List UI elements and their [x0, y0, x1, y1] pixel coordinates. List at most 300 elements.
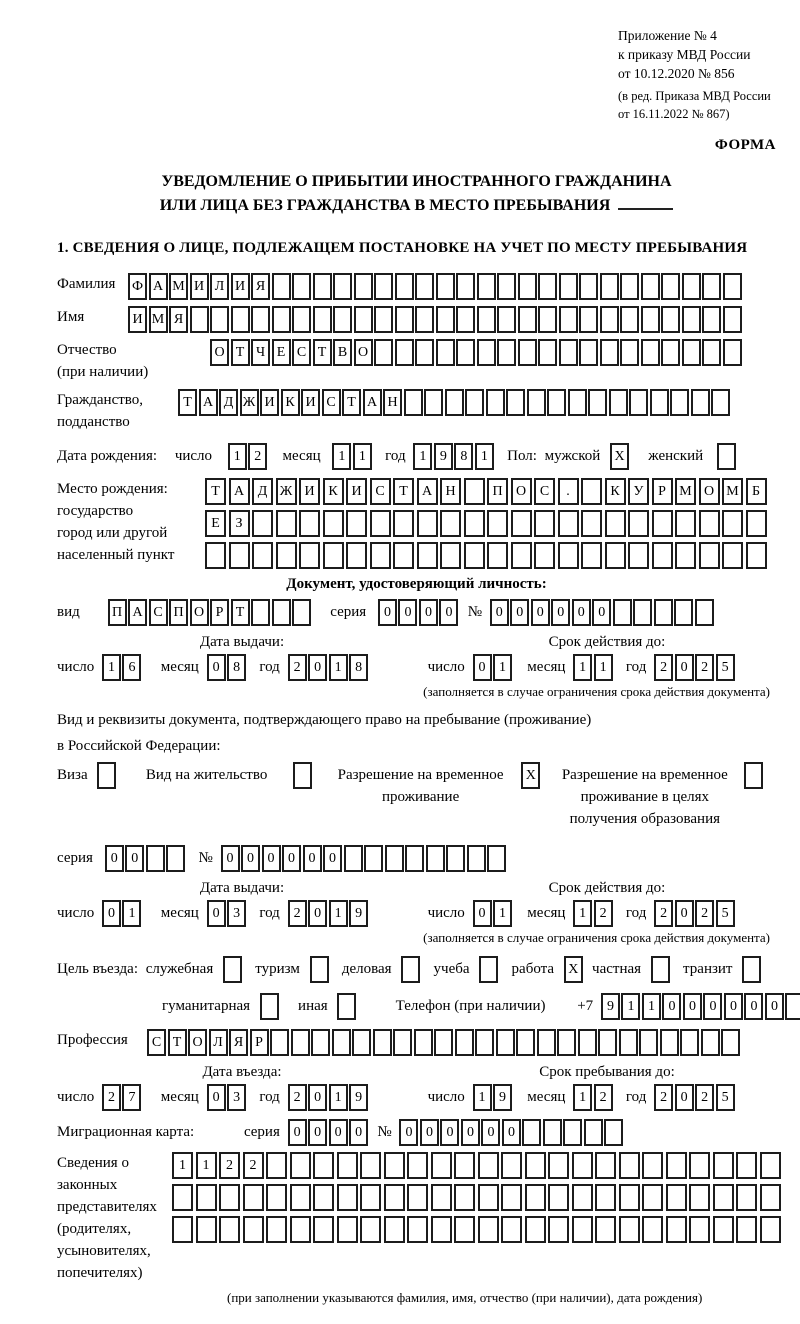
form-cell[interactable] — [609, 389, 628, 416]
form-cell[interactable] — [674, 599, 693, 626]
form-cell[interactable] — [196, 1184, 217, 1211]
purpose-tourism-checkbox[interactable] — [310, 956, 331, 983]
form-cell[interactable]: 0 — [662, 993, 681, 1020]
form-cell[interactable] — [723, 273, 742, 300]
form-cell[interactable]: 0 — [282, 845, 301, 872]
form-cell[interactable] — [272, 273, 291, 300]
form-cell[interactable] — [642, 1184, 663, 1211]
form-cell[interactable]: Д — [219, 389, 238, 416]
form-cell[interactable] — [722, 510, 743, 537]
form-cell[interactable] — [477, 306, 496, 333]
form-cell[interactable] — [231, 306, 250, 333]
form-cell[interactable]: 0 — [105, 845, 124, 872]
form-cell[interactable] — [605, 510, 626, 537]
female-checkbox[interactable] — [717, 443, 738, 470]
form-cell[interactable]: 2 — [695, 1084, 714, 1111]
form-cell[interactable]: Т — [393, 478, 414, 505]
form-cell[interactable] — [620, 273, 639, 300]
surname-cells[interactable] — [128, 273, 743, 300]
form-cell[interactable] — [525, 1216, 546, 1243]
form-cell[interactable] — [205, 542, 226, 569]
form-cell[interactable] — [760, 1216, 781, 1243]
form-cell[interactable]: 1 — [573, 900, 592, 927]
form-cell[interactable] — [384, 1216, 405, 1243]
form-cell[interactable]: 5 — [716, 900, 735, 927]
form-cell[interactable] — [374, 273, 393, 300]
form-cell[interactable] — [699, 510, 720, 537]
form-cell[interactable] — [415, 306, 434, 333]
form-cell[interactable]: 0 — [490, 599, 509, 626]
form-cell[interactable] — [464, 478, 485, 505]
form-cell[interactable]: 5 — [716, 1084, 735, 1111]
form-cell[interactable] — [229, 542, 250, 569]
form-cell[interactable]: 0 — [683, 993, 702, 1020]
form-cell[interactable]: Б — [746, 478, 767, 505]
form-cell[interactable] — [629, 389, 648, 416]
purpose-business-checkbox[interactable] — [401, 956, 422, 983]
form-cell[interactable]: О — [190, 599, 209, 626]
form-cell[interactable] — [619, 1029, 638, 1056]
form-cell[interactable]: 2 — [695, 900, 714, 927]
form-cell[interactable] — [604, 1119, 623, 1146]
form-cell[interactable]: А — [128, 599, 147, 626]
form-cell[interactable]: С — [534, 478, 555, 505]
form-cell[interactable] — [595, 1216, 616, 1243]
form-cell[interactable] — [723, 339, 742, 366]
form-cell[interactable]: 0 — [399, 1119, 418, 1146]
form-cell[interactable] — [723, 306, 742, 333]
birth-year-cells[interactable] — [413, 443, 495, 470]
form-cell[interactable] — [290, 1184, 311, 1211]
form-cell[interactable] — [436, 306, 455, 333]
form-cell[interactable]: 2 — [288, 1084, 307, 1111]
form-cell[interactable]: 8 — [454, 443, 473, 470]
form-cell[interactable] — [276, 542, 297, 569]
form-cell[interactable] — [370, 510, 391, 537]
form-cell[interactable] — [600, 306, 619, 333]
form-cell[interactable]: Р — [652, 478, 673, 505]
form-cell[interactable] — [337, 993, 356, 1020]
form-cell[interactable] — [252, 542, 273, 569]
form-cell[interactable]: О — [354, 339, 373, 366]
form-cell[interactable]: С — [147, 1029, 166, 1056]
form-cell[interactable]: 0 — [288, 1119, 307, 1146]
form-cell[interactable] — [146, 845, 165, 872]
doc-issue-month-cells[interactable] — [207, 654, 248, 681]
entry-day-cells[interactable] — [102, 1084, 143, 1111]
form-cell[interactable] — [652, 510, 673, 537]
doc-number-cells[interactable] — [490, 599, 716, 626]
form-cell[interactable]: 2 — [695, 654, 714, 681]
purpose-transit-checkbox[interactable] — [742, 956, 763, 983]
form-cell[interactable] — [717, 443, 736, 470]
form-cell[interactable] — [333, 306, 352, 333]
form-cell[interactable]: 1 — [196, 1152, 217, 1179]
form-cell[interactable]: 0 — [419, 599, 438, 626]
form-cell[interactable]: 1 — [102, 654, 121, 681]
form-cell[interactable] — [196, 1216, 217, 1243]
form-cell[interactable]: 9 — [434, 443, 453, 470]
form-cell[interactable] — [313, 1216, 334, 1243]
form-cell[interactable]: Т — [168, 1029, 187, 1056]
form-cell[interactable] — [346, 542, 367, 569]
form-cell[interactable] — [172, 1216, 193, 1243]
form-cell[interactable] — [219, 1184, 240, 1211]
form-cell[interactable] — [497, 339, 516, 366]
form-cell[interactable]: П — [108, 599, 127, 626]
form-cell[interactable]: М — [169, 273, 188, 300]
form-cell[interactable] — [522, 1119, 541, 1146]
form-cell[interactable] — [689, 1152, 710, 1179]
form-cell[interactable]: Е — [272, 339, 291, 366]
form-cell[interactable]: А — [417, 478, 438, 505]
residence-permit-checkbox[interactable] — [293, 762, 314, 789]
form-cell[interactable] — [310, 956, 329, 983]
form-cell[interactable]: 0 — [473, 654, 492, 681]
form-cell[interactable] — [713, 1216, 734, 1243]
form-cell[interactable]: 1 — [573, 654, 592, 681]
form-cell[interactable] — [543, 1119, 562, 1146]
form-cell[interactable] — [579, 273, 598, 300]
form-cell[interactable] — [456, 339, 475, 366]
form-cell[interactable]: 2 — [594, 900, 613, 927]
form-cell[interactable] — [393, 1029, 412, 1056]
permit-issue-day-cells[interactable] — [102, 900, 143, 927]
form-cell[interactable] — [456, 306, 475, 333]
form-cell[interactable]: А — [199, 389, 218, 416]
form-cell[interactable] — [559, 273, 578, 300]
form-cell[interactable] — [384, 1152, 405, 1179]
form-cell[interactable] — [385, 845, 404, 872]
form-cell[interactable] — [619, 1152, 640, 1179]
form-cell[interactable]: X — [521, 762, 540, 789]
form-cell[interactable]: И — [299, 478, 320, 505]
form-cell[interactable] — [407, 1184, 428, 1211]
form-cell[interactable] — [538, 306, 557, 333]
form-cell[interactable]: . — [558, 478, 579, 505]
form-cell[interactable] — [641, 306, 660, 333]
form-cell[interactable]: 1 — [493, 900, 512, 927]
form-cell[interactable]: Т — [231, 599, 250, 626]
form-cell[interactable]: 7 — [122, 1084, 141, 1111]
form-cell[interactable] — [190, 306, 209, 333]
form-cell[interactable] — [260, 993, 279, 1020]
form-cell[interactable]: О — [188, 1029, 207, 1056]
form-cell[interactable] — [424, 389, 443, 416]
form-cell[interactable] — [537, 1029, 556, 1056]
form-cell[interactable] — [313, 273, 332, 300]
form-cell[interactable]: 9 — [349, 1084, 368, 1111]
form-cell[interactable]: 2 — [248, 443, 267, 470]
form-cell[interactable]: К — [323, 478, 344, 505]
form-cell[interactable]: 2 — [654, 1084, 673, 1111]
form-cell[interactable] — [364, 845, 383, 872]
form-cell[interactable] — [661, 339, 680, 366]
form-cell[interactable]: М — [149, 306, 168, 333]
form-cell[interactable] — [744, 762, 763, 789]
form-cell[interactable]: X — [610, 443, 629, 470]
form-cell[interactable]: 0 — [473, 900, 492, 927]
form-cell[interactable] — [299, 510, 320, 537]
form-cell[interactable] — [506, 389, 525, 416]
form-cell[interactable] — [660, 1029, 679, 1056]
form-cell[interactable] — [290, 1216, 311, 1243]
form-cell[interactable] — [487, 510, 508, 537]
form-cell[interactable] — [486, 389, 505, 416]
form-cell[interactable] — [518, 339, 537, 366]
form-cell[interactable]: И — [260, 389, 279, 416]
profession-cells[interactable] — [147, 1029, 742, 1056]
form-cell[interactable] — [97, 762, 116, 789]
stay-year-cells[interactable] — [654, 1084, 736, 1111]
form-cell[interactable]: 0 — [439, 599, 458, 626]
form-cell[interactable]: 0 — [241, 845, 260, 872]
form-cell[interactable] — [652, 542, 673, 569]
form-cell[interactable] — [243, 1216, 264, 1243]
form-cell[interactable]: 9 — [349, 900, 368, 927]
form-cell[interactable] — [323, 510, 344, 537]
form-cell[interactable] — [682, 339, 701, 366]
form-cell[interactable] — [292, 306, 311, 333]
form-cell[interactable] — [454, 1152, 475, 1179]
form-cell[interactable]: К — [605, 478, 626, 505]
form-cell[interactable]: Т — [313, 339, 332, 366]
form-cell[interactable]: Ф — [128, 273, 147, 300]
form-cell[interactable] — [661, 306, 680, 333]
form-cell[interactable] — [600, 339, 619, 366]
purpose-private-checkbox[interactable] — [651, 956, 672, 983]
patronymic-cells[interactable] — [210, 339, 743, 366]
form-cell[interactable] — [511, 510, 532, 537]
form-cell[interactable] — [395, 339, 414, 366]
form-cell[interactable] — [434, 1029, 453, 1056]
form-cell[interactable] — [270, 1029, 289, 1056]
form-cell[interactable] — [407, 1216, 428, 1243]
form-cell[interactable] — [291, 1029, 310, 1056]
form-cell[interactable]: 0 — [592, 599, 611, 626]
form-cell[interactable] — [742, 956, 761, 983]
birth-day-cells[interactable] — [228, 443, 269, 470]
form-cell[interactable] — [395, 306, 414, 333]
birthplace-cells-line3[interactable] — [205, 542, 769, 569]
phone-cells[interactable] — [601, 993, 800, 1020]
form-cell[interactable]: И — [301, 389, 320, 416]
form-cell[interactable]: 1 — [594, 654, 613, 681]
form-cell[interactable] — [578, 1029, 597, 1056]
purpose-humanitarian-checkbox[interactable] — [260, 993, 281, 1020]
form-cell[interactable]: И — [190, 273, 209, 300]
form-cell[interactable]: З — [229, 510, 250, 537]
form-cell[interactable]: 1 — [475, 443, 494, 470]
form-cell[interactable] — [666, 1216, 687, 1243]
form-cell[interactable] — [477, 273, 496, 300]
form-cell[interactable]: 2 — [102, 1084, 121, 1111]
form-cell[interactable]: С — [322, 389, 341, 416]
form-cell[interactable] — [352, 1029, 371, 1056]
form-cell[interactable]: Ж — [276, 478, 297, 505]
form-cell[interactable] — [527, 389, 546, 416]
form-cell[interactable]: 0 — [703, 993, 722, 1020]
form-cell[interactable] — [620, 339, 639, 366]
form-cell[interactable] — [395, 273, 414, 300]
form-cell[interactable]: 0 — [262, 845, 281, 872]
form-cell[interactable] — [736, 1216, 757, 1243]
form-cell[interactable]: Я — [229, 1029, 248, 1056]
form-cell[interactable] — [497, 306, 516, 333]
form-cell[interactable]: 1 — [493, 654, 512, 681]
purpose-work-checkbox[interactable] — [564, 956, 585, 983]
form-cell[interactable] — [548, 1152, 569, 1179]
form-cell[interactable]: 0 — [102, 900, 121, 927]
form-cell[interactable]: М — [675, 478, 696, 505]
form-cell[interactable] — [695, 599, 714, 626]
form-cell[interactable] — [404, 389, 423, 416]
form-cell[interactable] — [563, 1119, 582, 1146]
form-cell[interactable]: С — [149, 599, 168, 626]
form-cell[interactable]: 0 — [329, 1119, 348, 1146]
form-cell[interactable] — [642, 1216, 663, 1243]
form-cell[interactable]: 1 — [172, 1152, 193, 1179]
form-cell[interactable] — [313, 1152, 334, 1179]
form-cell[interactable]: 1 — [332, 443, 351, 470]
form-cell[interactable]: 1 — [473, 1084, 492, 1111]
form-cell[interactable] — [166, 845, 185, 872]
form-cell[interactable]: 0 — [308, 1119, 327, 1146]
form-cell[interactable]: 0 — [724, 993, 743, 1020]
form-cell[interactable]: Т — [342, 389, 361, 416]
form-cell[interactable] — [456, 273, 475, 300]
permit-expiry-day-cells[interactable] — [473, 900, 514, 927]
form-cell[interactable]: 0 — [744, 993, 763, 1020]
form-cell[interactable] — [487, 845, 506, 872]
form-cell[interactable] — [475, 1029, 494, 1056]
permit-series-cells[interactable] — [105, 845, 187, 872]
form-cell[interactable]: Е — [205, 510, 226, 537]
form-cell[interactable] — [595, 1152, 616, 1179]
form-cell[interactable] — [579, 339, 598, 366]
form-cell[interactable]: С — [292, 339, 311, 366]
form-cell[interactable] — [639, 1029, 658, 1056]
form-cell[interactable]: 9 — [601, 993, 620, 1020]
form-cell[interactable]: 0 — [765, 993, 784, 1020]
visa-checkbox[interactable] — [97, 762, 118, 789]
entry-year-cells[interactable] — [288, 1084, 370, 1111]
form-cell[interactable]: 2 — [654, 654, 673, 681]
form-cell[interactable]: Я — [169, 306, 188, 333]
form-cell[interactable] — [572, 1152, 593, 1179]
doc-type-cells[interactable] — [108, 599, 313, 626]
purpose-other-checkbox[interactable] — [337, 993, 358, 1020]
form-cell[interactable] — [415, 339, 434, 366]
form-cell[interactable] — [478, 1152, 499, 1179]
form-cell[interactable] — [436, 339, 455, 366]
form-cell[interactable] — [401, 956, 420, 983]
form-cell[interactable] — [548, 1216, 569, 1243]
form-cell[interactable] — [415, 273, 434, 300]
form-cell[interactable] — [598, 1029, 617, 1056]
doc-expiry-day-cells[interactable] — [473, 654, 514, 681]
form-cell[interactable] — [682, 306, 701, 333]
form-cell[interactable]: 0 — [502, 1119, 521, 1146]
form-cell[interactable] — [675, 510, 696, 537]
form-cell[interactable] — [454, 1184, 475, 1211]
form-cell[interactable] — [290, 1152, 311, 1179]
form-cell[interactable]: 0 — [551, 599, 570, 626]
form-cell[interactable] — [487, 542, 508, 569]
citizenship-cells[interactable] — [178, 389, 732, 416]
form-cell[interactable] — [477, 339, 496, 366]
form-cell[interactable] — [525, 1184, 546, 1211]
entry-month-cells[interactable] — [207, 1084, 248, 1111]
form-cell[interactable]: 1 — [228, 443, 247, 470]
form-cell[interactable] — [581, 478, 602, 505]
form-cell[interactable] — [251, 306, 270, 333]
form-cell[interactable]: 2 — [243, 1152, 264, 1179]
form-cell[interactable]: 0 — [675, 900, 694, 927]
form-cell[interactable] — [272, 306, 291, 333]
form-cell[interactable] — [605, 542, 626, 569]
form-cell[interactable] — [702, 273, 721, 300]
form-cell[interactable]: 0 — [675, 1084, 694, 1111]
form-cell[interactable]: О — [511, 478, 532, 505]
form-cell[interactable]: 2 — [654, 900, 673, 927]
form-cell[interactable]: 0 — [440, 1119, 459, 1146]
form-cell[interactable] — [478, 1184, 499, 1211]
form-cell[interactable] — [440, 510, 461, 537]
form-cell[interactable]: 0 — [378, 599, 397, 626]
form-cell[interactable]: С — [370, 478, 391, 505]
form-cell[interactable] — [272, 599, 291, 626]
form-cell[interactable] — [600, 273, 619, 300]
form-cell[interactable] — [721, 1029, 740, 1056]
form-cell[interactable] — [666, 1184, 687, 1211]
form-cell[interactable] — [702, 306, 721, 333]
form-cell[interactable] — [581, 510, 602, 537]
form-cell[interactable] — [223, 956, 242, 983]
form-cell[interactable]: Т — [231, 339, 250, 366]
form-cell[interactable]: 0 — [221, 845, 240, 872]
form-cell[interactable]: Н — [440, 478, 461, 505]
form-cell[interactable] — [172, 1184, 193, 1211]
form-cell[interactable]: О — [699, 478, 720, 505]
form-cell[interactable]: 8 — [227, 654, 246, 681]
form-cell[interactable] — [558, 510, 579, 537]
form-cell[interactable]: 0 — [303, 845, 322, 872]
form-cell[interactable] — [431, 1184, 452, 1211]
form-cell[interactable] — [559, 306, 578, 333]
form-cell[interactable] — [746, 510, 767, 537]
form-cell[interactable] — [360, 1152, 381, 1179]
form-cell[interactable]: 8 — [349, 654, 368, 681]
form-cell[interactable] — [670, 389, 689, 416]
form-cell[interactable] — [581, 542, 602, 569]
form-cell[interactable]: 0 — [207, 654, 226, 681]
form-cell[interactable]: 0 — [308, 654, 327, 681]
form-cell[interactable] — [785, 993, 800, 1020]
form-cell[interactable] — [454, 1216, 475, 1243]
form-cell[interactable] — [465, 389, 484, 416]
form-cell[interactable] — [266, 1184, 287, 1211]
form-cell[interactable]: 0 — [572, 599, 591, 626]
form-cell[interactable]: 2 — [288, 654, 307, 681]
form-cell[interactable]: 5 — [716, 654, 735, 681]
form-cell[interactable] — [568, 389, 587, 416]
form-cell[interactable]: 0 — [308, 1084, 327, 1111]
form-cell[interactable] — [572, 1216, 593, 1243]
form-cell[interactable] — [654, 599, 673, 626]
form-cell[interactable] — [440, 542, 461, 569]
form-cell[interactable] — [548, 1184, 569, 1211]
